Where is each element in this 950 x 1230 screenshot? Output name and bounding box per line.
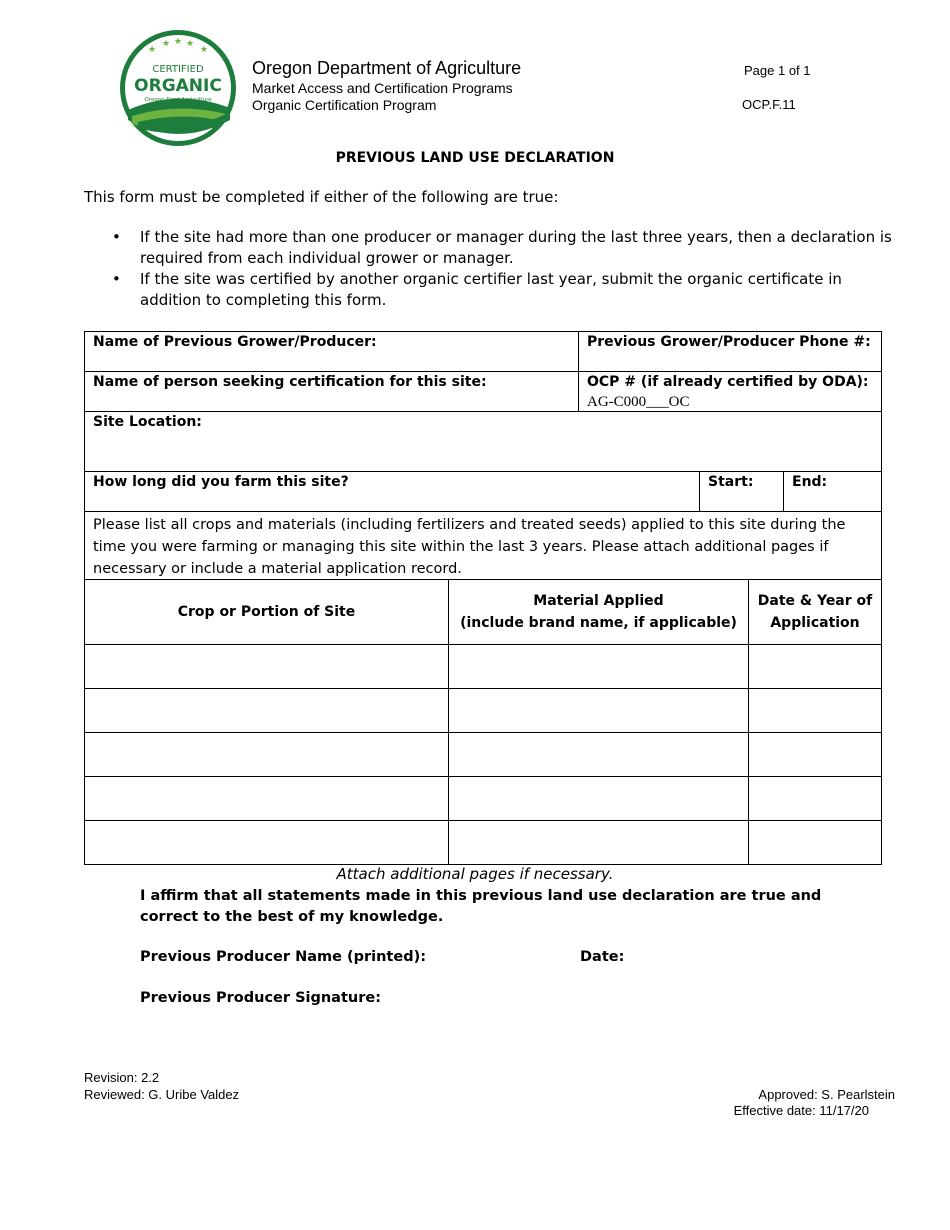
- form-code: OCP.F.11: [742, 97, 796, 112]
- date-cell[interactable]: [748, 776, 882, 821]
- prev-phone-label: Previous Grower/Producer Phone #:: [587, 334, 871, 350]
- col-header-material: [448, 579, 749, 645]
- crop-cell[interactable]: [84, 820, 449, 865]
- affirmation-text: I affirm that all statements made in this previous land use declaration are true and correct to the best of my knowledge.: [140, 888, 822, 925]
- attach-note: Attach additional pages if necessary.: [336, 865, 614, 883]
- logo-text-organic: ORGANIC: [134, 76, 222, 96]
- svg-text:★: ★: [200, 45, 209, 55]
- instructions-text: Please list all crops and materials (including fertilizers and treated seeds) applied to this site during the time you were farming or managing this site within the last 3 years. Please attach additional pages if necessary or include a material application record.: [93, 517, 846, 577]
- ocp-number-label: OCP # (if already certified by ODA):: [587, 374, 869, 390]
- bullet-item: [112, 227, 892, 269]
- end-field[interactable]: [783, 471, 882, 512]
- start-label: Start:: [708, 474, 754, 490]
- col-header-material-line1: Material Applied: [533, 593, 664, 609]
- org-subtitle-1: Market Access and Certification Programs: [252, 80, 513, 96]
- date-label[interactable]: Date:: [580, 949, 625, 965]
- ocp-number-field[interactable]: [578, 371, 882, 412]
- svg-text:★: ★: [148, 45, 157, 55]
- col-header-crop: [84, 579, 449, 645]
- org-subtitle-2: Organic Certification Program: [252, 97, 437, 113]
- bullet-text: If the site had more than one producer or manager during the last three years, then a declaration is required from each individual grower or manager.: [140, 228, 892, 267]
- prev-phone-field[interactable]: [578, 331, 882, 372]
- col-header-date-line2: Application: [770, 615, 860, 631]
- page-number: Page 1 of 1: [744, 63, 811, 78]
- crop-cell[interactable]: [84, 732, 449, 777]
- bullet-dot-icon: •: [112, 270, 121, 288]
- svg-text:★: ★: [174, 37, 183, 47]
- crop-cell[interactable]: [84, 688, 449, 733]
- site-location-field[interactable]: [84, 411, 882, 472]
- date-cell[interactable]: [748, 820, 882, 865]
- org-name: Oregon Department of Agriculture: [252, 58, 522, 78]
- revision-text: Revision: 2.2: [84, 1070, 160, 1085]
- effective-date-text: Effective date: 11/17/20: [733, 1103, 869, 1118]
- date-cell[interactable]: [748, 732, 882, 777]
- ocp-number-value: AG-C000___OC: [587, 394, 690, 410]
- col-header-crop-text: Crop or Portion of Site: [177, 604, 356, 620]
- document-title: PREVIOUS LAND USE DECLARATION: [335, 150, 615, 166]
- reviewed-text: Reviewed: G. Uribe Valdez: [84, 1087, 240, 1102]
- material-cell[interactable]: [448, 776, 749, 821]
- svg-text:★: ★: [186, 39, 195, 49]
- bullet-dot-icon: •: [112, 228, 121, 246]
- material-cell[interactable]: [448, 820, 749, 865]
- end-label: End:: [792, 474, 828, 490]
- certified-organic-logo: [118, 28, 238, 148]
- date-cell[interactable]: [748, 688, 882, 733]
- svg-text:★: ★: [162, 39, 171, 49]
- material-cell[interactable]: [448, 732, 749, 777]
- logo-text-dept: Oregon Dept Agriculture: [144, 97, 212, 103]
- col-header-material-line2: (include brand name, if applicable): [460, 615, 737, 631]
- site-location-label: Site Location:: [93, 414, 202, 430]
- prev-grower-label: Name of Previous Grower/Producer:: [93, 334, 377, 350]
- prev-grower-field[interactable]: [84, 331, 579, 372]
- bullet-text: If the site was certified by another organic certifier last year, submit the organic certificate in addition to completing this form.: [140, 270, 842, 309]
- how-long-label: How long did you farm this site?: [93, 474, 349, 490]
- seeking-cert-field[interactable]: [84, 371, 579, 412]
- col-header-date-line1: Date & Year of: [757, 593, 873, 609]
- material-cell[interactable]: [448, 644, 749, 689]
- bullet-item: [112, 269, 892, 311]
- approved-text: Approved: S. Pearlstein: [758, 1087, 895, 1102]
- logo-text-certified: CERTIFIED: [152, 64, 204, 75]
- intro-text: This form must be completed if either of the following are true:: [84, 188, 559, 206]
- date-cell[interactable]: [748, 644, 882, 689]
- col-header-date: [748, 579, 882, 645]
- producer-signature-label[interactable]: Previous Producer Signature:: [140, 990, 382, 1006]
- material-cell[interactable]: [448, 688, 749, 733]
- seeking-cert-label: Name of person seeking certification for this site:: [93, 374, 487, 390]
- crop-cell[interactable]: [84, 644, 449, 689]
- instructions-cell: [84, 511, 882, 580]
- start-field[interactable]: [699, 471, 784, 512]
- crop-cell[interactable]: [84, 776, 449, 821]
- producer-name-label[interactable]: Previous Producer Name (printed):: [140, 949, 426, 965]
- how-long-field: [84, 471, 700, 512]
